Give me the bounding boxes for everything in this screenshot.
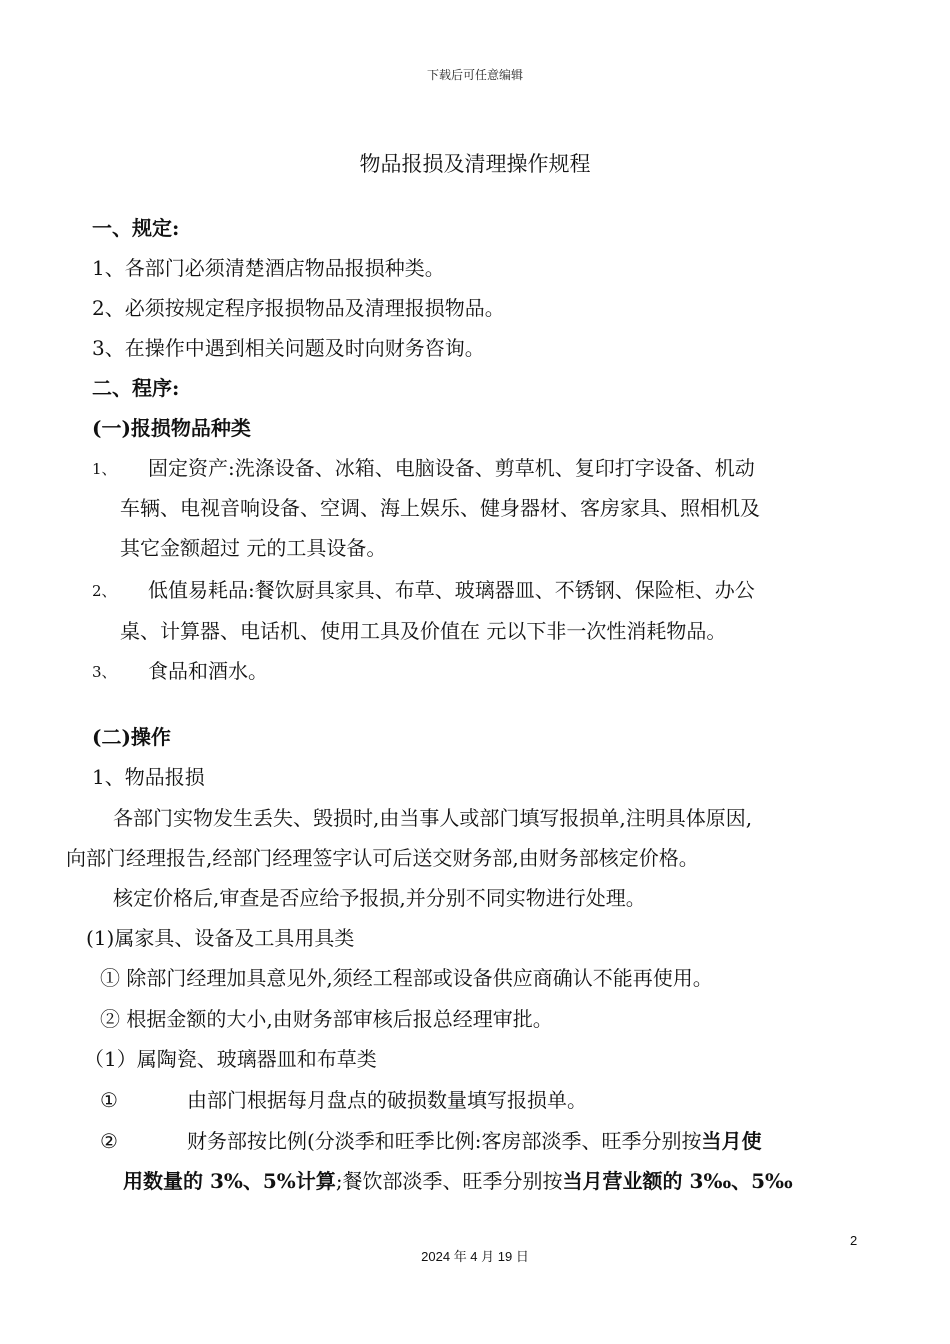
cat1-item-2: ② 根据金额的大小,由财务部审核后报总经理审批。 — [100, 1007, 553, 1031]
cat2-item-2-line-2 — [123, 1167, 793, 1195]
footer-date: 2024 年 4 月 19 日 — [421, 1249, 529, 1264]
sub1-item-2-line-1: 低值易耗品:餐饮厨具家具、布草、玻璃器皿、不锈钢、保险柜、办公 — [148, 578, 755, 602]
cat2-item-2-line-1-normal: 财务部按比例(分淡季和旺季比例:客房部淡季、旺季分别按 — [187, 1129, 702, 1153]
sub2-paragraph-1-line-2: 向部门经理报告,经部门经理签字认可后送交财务部,由财务部核定价格。 — [66, 846, 699, 870]
sub1-item-3-number: 3、 — [92, 663, 117, 681]
section1-item-3: 3、在操作中遇到相关问题及时向财务咨询。 — [92, 336, 485, 360]
cat2-item-2-line-2-normal: ;餐饮部淡季、旺季分别按 — [335, 1169, 563, 1193]
cat2-item-1-number: ① — [100, 1088, 118, 1112]
cat2-item-2-line-2-bold-2: 当月营业额的 3‰、5‰ — [562, 1169, 793, 1193]
cat2-heading: （1）属陶瓷、玻璃器皿和布草类 — [84, 1047, 377, 1071]
sub2-heading: (二)操作 — [92, 725, 171, 749]
page-header: 下载后可任意编辑 — [426, 68, 523, 82]
page-number: 2 — [850, 1233, 858, 1248]
cat2-item-2-number: ② — [100, 1129, 118, 1153]
section1-item-2: 2、必须按规定程序报损物品及清理报损物品。 — [92, 296, 505, 320]
section2-heading: 二、程序: — [92, 376, 180, 400]
document-title: 物品报损及清理操作规程 — [359, 152, 591, 176]
cat2-item-2-line-1 — [187, 1127, 762, 1155]
sub1-item-1-line-2: 车辆、电视音响设备、空调、海上娱乐、健身器材、客房家具、照相机及 — [120, 496, 760, 520]
sub1-item-1-number: 1、 — [92, 460, 117, 478]
cat1-heading: (1)属家具、设备及工具用具类 — [86, 926, 355, 950]
sub1-heading: (一)报损物品种类 — [92, 416, 251, 440]
cat1-item-1: ① 除部门经理加具意见外,须经工程部或设备供应商确认不能再使用。 — [100, 966, 713, 990]
sub1-item-2-line-2: 桌、计算器、电话机、使用工具及价值在 元以下非一次性消耗物品。 — [120, 619, 727, 643]
section1-item-1: 1、各部门必须清楚酒店物品报损种类。 — [92, 256, 445, 280]
cat2-item-2-line-2-bold-1: 用数量的 3%、5%计算 — [123, 1169, 336, 1193]
sub1-item-1-line-1: 固定资产:洗涤设备、冰箱、电脑设备、剪草机、复印打字设备、机动 — [148, 456, 755, 480]
cat2-item-1-text: 由部门根据每月盘点的破损数量填写报损单。 — [187, 1088, 587, 1112]
cat2-item-2-line-1-bold: 当月使 — [701, 1129, 762, 1153]
sub2-item-1: 1、物品报损 — [92, 765, 205, 789]
sub1-item-1-line-3: 其它金额超过 元的工具设备。 — [120, 536, 387, 560]
sub1-item-3-line-1: 食品和酒水。 — [148, 659, 268, 683]
sub1-item-2-number: 2、 — [92, 582, 117, 600]
sub2-paragraph-1-line-1: 各部门实物发生丢失、毁损时,由当事人或部门填写报损单,注明具体原因, — [113, 806, 753, 830]
sub2-paragraph-2: 核定价格后,审查是否应给予报损,并分别不同实物进行处理。 — [113, 886, 646, 910]
section1-heading: 一、规定: — [92, 216, 180, 240]
